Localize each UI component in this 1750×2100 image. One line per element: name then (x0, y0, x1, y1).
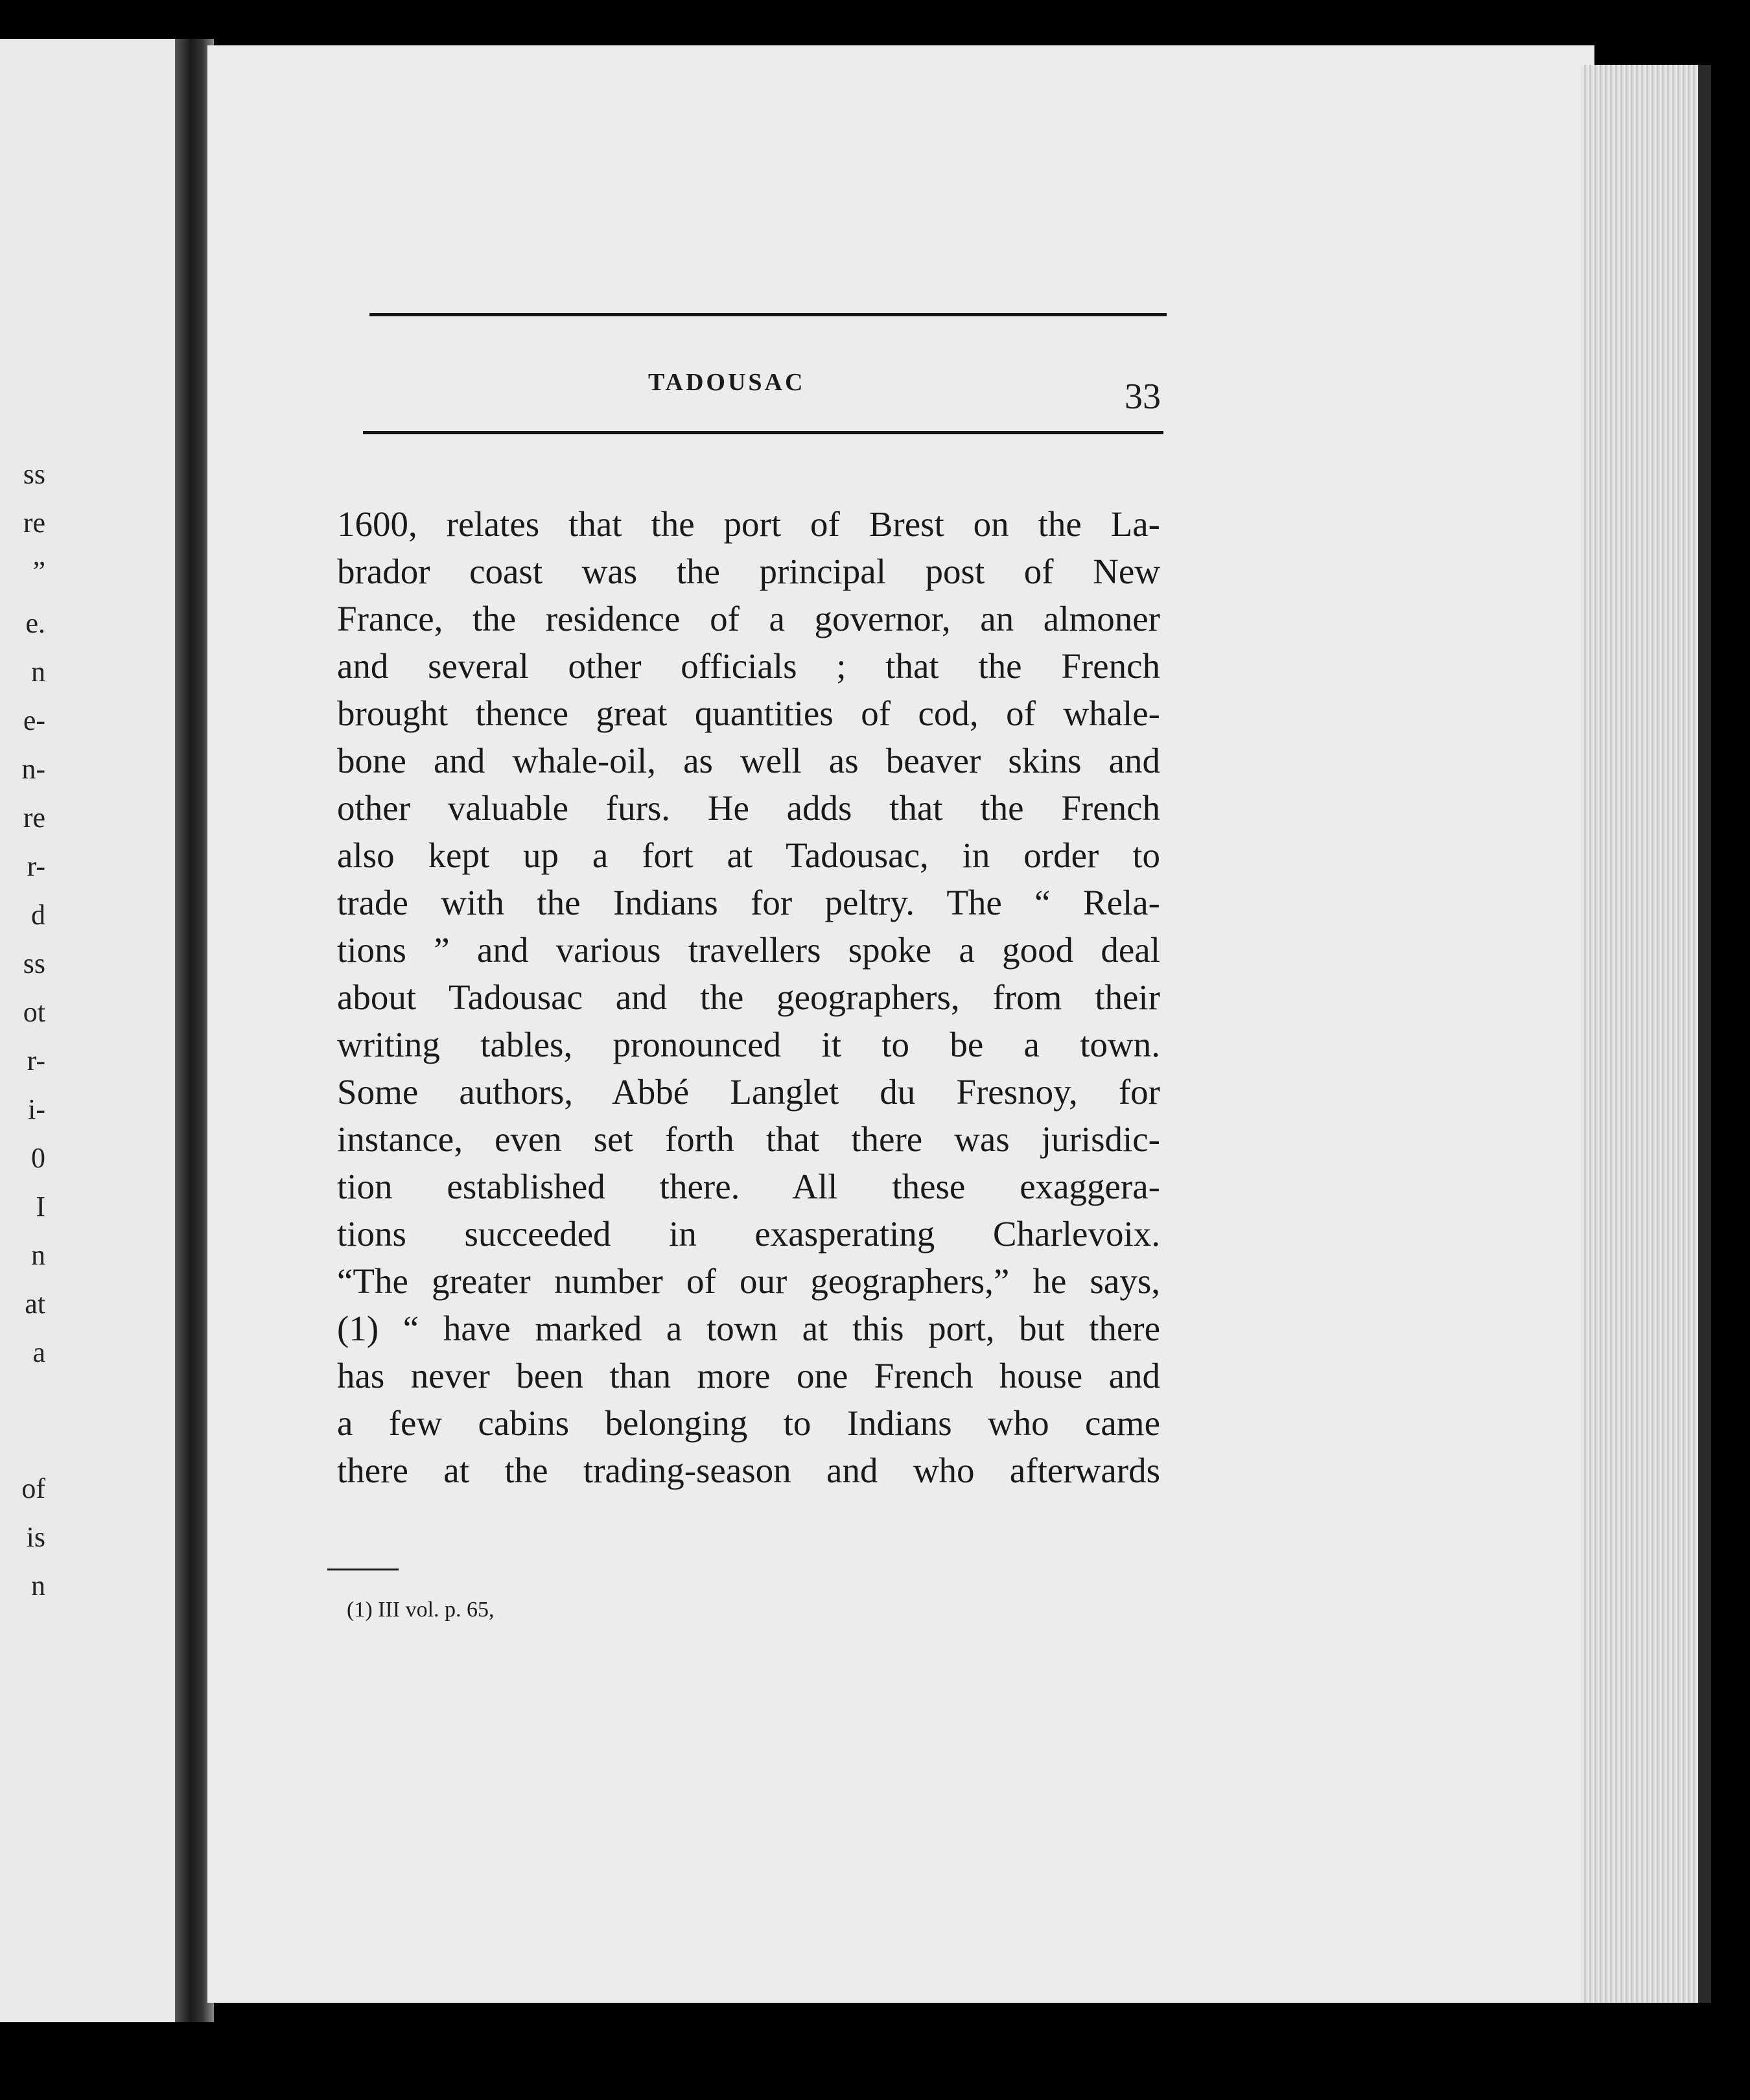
body-line: instance, even set forth that there was jurisdic- (337, 1119, 1160, 1159)
left-fragment: re (23, 802, 45, 834)
page-number: 33 (1125, 377, 1161, 417)
left-fragment: n (31, 656, 45, 688)
header-top-rule (369, 313, 1167, 316)
page-edges-shadow (1698, 65, 1711, 2003)
left-fragment: d (31, 899, 45, 931)
body-line: “The greater number of our geographers,” he says, (337, 1261, 1160, 1301)
left-page (0, 39, 188, 2022)
left-fragment: r- (27, 850, 45, 882)
left-fragment: ss (23, 948, 45, 979)
left-fragment: is (26, 1521, 45, 1553)
left-fragment: ” (32, 555, 45, 587)
running-head: TADOUSAC (648, 369, 806, 396)
left-fragment: ot (23, 996, 45, 1028)
body-line: brador coast was the principal post of New (337, 552, 1160, 591)
left-fragment: at (25, 1288, 45, 1320)
left-fragment: i- (28, 1093, 45, 1125)
body-line: tions succeeded in exasperating Charlevoix. (337, 1214, 1160, 1254)
left-page-margin-fragments (0, 39, 45, 2022)
body-line: 1600, relates that the port of Brest on the La- (337, 504, 1160, 544)
left-fragment: n- (21, 753, 45, 785)
body-line: other valuable furs. He adds that the French (337, 788, 1160, 828)
left-fragment: a (32, 1336, 45, 1368)
body-line: France, the residence of a governor, an almoner (337, 599, 1160, 638)
left-fragment: I (36, 1191, 45, 1222)
body-line: a few cabins belonging to Indians who came (337, 1403, 1160, 1443)
page-edges (1581, 65, 1705, 2003)
body-line: and several other officials ; that the French (337, 646, 1160, 686)
body-line: brought thence great quantities of cod, of whale- (337, 694, 1160, 733)
body-line: there at the trading-season and who afterwards (337, 1451, 1160, 1490)
body-line: writing tables, pronounced it to be a town. (337, 1025, 1160, 1064)
body-line: trade with the Indians for peltry. The “ Rela- (337, 883, 1160, 922)
body-line: about Tadousac and the geographers, from their (337, 977, 1160, 1017)
body-line: has never been than more one French house and (337, 1356, 1160, 1395)
left-fragment: e. (25, 607, 45, 639)
body-line: Some authors, Abbé Langlet du Fresnoy, for (337, 1072, 1160, 1112)
body-line: (1) “ have marked a town at this port, but there (337, 1309, 1160, 1348)
body-line: also kept up a fort at Tadousac, in order to (337, 835, 1160, 875)
left-fragment: r- (27, 1045, 45, 1077)
left-fragment: re (23, 507, 45, 539)
left-fragment: ss (23, 458, 45, 490)
footnote: (1) III vol. p. 65, (347, 1598, 495, 1622)
header-bottom-rule (363, 431, 1163, 434)
left-fragment: e- (23, 705, 45, 736)
left-fragment: n (31, 1239, 45, 1271)
body-line: tions ” and various travellers spoke a good deal (337, 930, 1160, 970)
body-line: bone and whale-oil, as well as beaver skins and (337, 741, 1160, 780)
left-fragment: n (31, 1570, 45, 1602)
left-fragment: of (21, 1473, 45, 1504)
footnote-rule (327, 1569, 399, 1570)
body-text (337, 500, 1160, 1494)
body-line: tion established there. All these exaggera- (337, 1167, 1160, 1206)
left-fragment: 0 (31, 1142, 45, 1174)
